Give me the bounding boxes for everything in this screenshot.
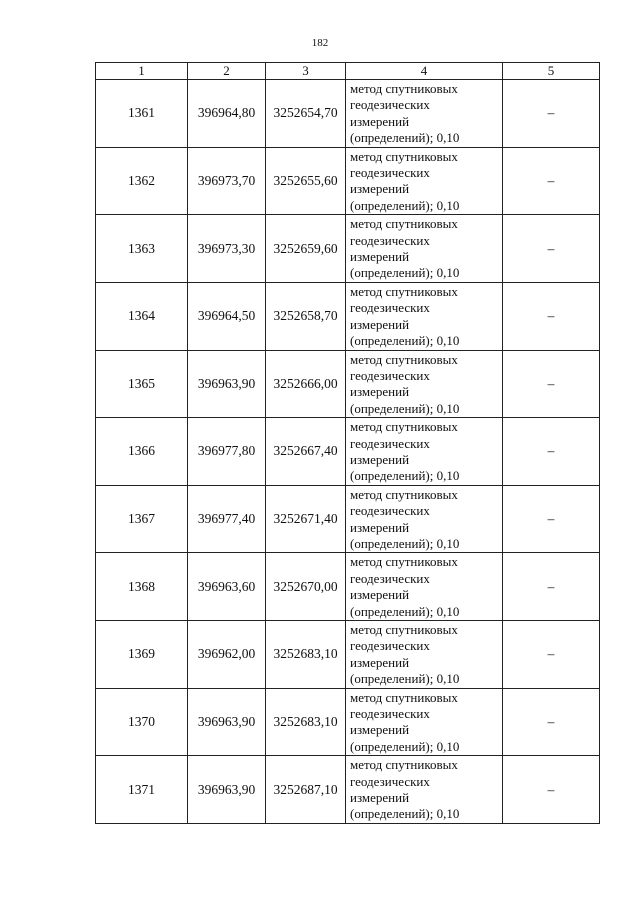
y-coordinate-cell: 3252667,40	[266, 418, 346, 486]
column-header-5: 5	[503, 63, 600, 80]
method-line: (определений); 0,10	[350, 806, 460, 822]
method-line: (определений); 0,10	[350, 671, 460, 687]
point-number-cell: 1364	[96, 282, 188, 350]
method-cell	[346, 282, 503, 350]
method-line: метод спутниковых	[350, 419, 458, 435]
method-cell	[346, 80, 503, 148]
x-coordinate-cell: 396963,90	[188, 688, 266, 756]
method-line: (определений); 0,10	[350, 468, 460, 484]
method-line: измерений	[350, 519, 410, 535]
method-line: измерений	[350, 654, 410, 670]
x-coordinate-cell: 396964,50	[188, 282, 266, 350]
method-line: геодезических	[350, 503, 430, 519]
method-line: измерений	[350, 113, 410, 129]
note-cell: –	[503, 80, 600, 148]
method-line: измерений	[350, 249, 410, 265]
method-line: (определений); 0,10	[350, 738, 460, 754]
method-line: измерений	[350, 384, 410, 400]
coordinates-table	[95, 62, 600, 824]
table-row	[96, 553, 600, 621]
x-coordinate-cell: 396963,90	[188, 756, 266, 824]
x-coordinate-cell: 396963,60	[188, 553, 266, 621]
x-coordinate-cell: 396973,30	[188, 215, 266, 283]
table-row	[96, 80, 600, 148]
method-line: (определений); 0,10	[350, 130, 460, 146]
table-row	[96, 282, 600, 350]
method-cell	[346, 688, 503, 756]
method-cell	[346, 418, 503, 486]
table-row	[96, 215, 600, 283]
method-line: измерений	[350, 451, 410, 467]
table-row	[96, 147, 600, 215]
method-line: метод спутниковых	[350, 148, 458, 164]
column-header-3: 3	[266, 63, 346, 80]
method-line: измерений	[350, 587, 410, 603]
x-coordinate-cell: 396977,80	[188, 418, 266, 486]
method-cell	[346, 756, 503, 824]
point-number-cell: 1365	[96, 350, 188, 418]
table-row	[96, 485, 600, 553]
note-cell: –	[503, 756, 600, 824]
point-number-cell: 1362	[96, 147, 188, 215]
y-coordinate-cell: 3252671,40	[266, 485, 346, 553]
point-number-cell: 1367	[96, 485, 188, 553]
method-line: метод спутниковых	[350, 554, 458, 570]
note-cell: –	[503, 621, 600, 689]
table-row	[96, 350, 600, 418]
point-number-cell: 1368	[96, 553, 188, 621]
page-number: 182	[311, 37, 329, 49]
x-coordinate-cell: 396964,80	[188, 80, 266, 148]
method-line: геодезических	[350, 570, 430, 586]
method-line: геодезических	[350, 97, 430, 113]
table-row	[96, 418, 600, 486]
y-coordinate-cell: 3252687,10	[266, 756, 346, 824]
y-coordinate-cell: 3252655,60	[266, 147, 346, 215]
point-number-cell: 1361	[96, 80, 188, 148]
method-line: метод спутниковых	[350, 216, 458, 232]
method-line: геодезических	[350, 773, 430, 789]
table-row	[96, 621, 600, 689]
method-line: геодезических	[350, 232, 430, 248]
method-line: геодезических	[350, 367, 430, 383]
note-cell: –	[503, 147, 600, 215]
method-line: метод спутниковых	[350, 757, 458, 773]
method-line: (определений); 0,10	[350, 197, 460, 213]
method-cell	[346, 215, 503, 283]
method-line: метод спутниковых	[350, 622, 458, 637]
column-header-1: 1	[96, 63, 188, 80]
y-coordinate-cell: 3252666,00	[266, 350, 346, 418]
note-cell: –	[503, 282, 600, 350]
note-cell: –	[503, 485, 600, 553]
method-cell	[346, 485, 503, 553]
method-cell	[346, 350, 503, 418]
point-number-cell: 1369	[96, 621, 188, 689]
method-line: метод спутниковых	[350, 689, 458, 705]
note-cell: –	[503, 350, 600, 418]
method-line: метод спутниковых	[350, 486, 458, 502]
method-line: (определений); 0,10	[350, 603, 460, 619]
table-body	[96, 80, 600, 824]
y-coordinate-cell: 3252683,10	[266, 688, 346, 756]
method-line: геодезических	[350, 435, 430, 451]
method-cell	[346, 553, 503, 621]
note-cell: –	[503, 418, 600, 486]
method-cell	[346, 621, 503, 689]
method-cell	[346, 147, 503, 215]
note-cell: –	[503, 553, 600, 621]
method-line: измерений	[350, 181, 410, 197]
point-number-cell: 1371	[96, 756, 188, 824]
method-line: (определений); 0,10	[350, 333, 460, 349]
method-line: измерений	[350, 316, 410, 332]
table-header-row	[96, 63, 600, 80]
y-coordinate-cell: 3252670,00	[266, 553, 346, 621]
point-number-cell: 1366	[96, 418, 188, 486]
method-line: измерений	[350, 722, 410, 738]
method-line: геодезических	[350, 706, 430, 722]
method-line: геодезических	[350, 638, 430, 654]
x-coordinate-cell: 396962,00	[188, 621, 266, 689]
x-coordinate-cell: 396963,90	[188, 350, 266, 418]
method-line: (определений); 0,10	[350, 535, 460, 551]
note-cell: –	[503, 215, 600, 283]
method-line: (определений); 0,10	[350, 400, 460, 416]
method-line: метод спутниковых	[350, 283, 458, 299]
method-line: метод спутниковых	[350, 81, 458, 96]
y-coordinate-cell: 3252683,10	[266, 621, 346, 689]
method-line: метод спутниковых	[350, 351, 458, 367]
y-coordinate-cell: 3252659,60	[266, 215, 346, 283]
point-number-cell: 1363	[96, 215, 188, 283]
method-line: геодезических	[350, 165, 430, 181]
column-header-4: 4	[346, 63, 503, 80]
y-coordinate-cell: 3252658,70	[266, 282, 346, 350]
y-coordinate-cell: 3252654,70	[266, 80, 346, 148]
method-line: геодезических	[350, 300, 430, 316]
table-row	[96, 756, 600, 824]
table-row	[96, 688, 600, 756]
column-header-2: 2	[188, 63, 266, 80]
note-cell: –	[503, 688, 600, 756]
method-line: измерений	[350, 790, 410, 806]
x-coordinate-cell: 396973,70	[188, 147, 266, 215]
x-coordinate-cell: 396977,40	[188, 485, 266, 553]
point-number-cell: 1370	[96, 688, 188, 756]
method-line: (определений); 0,10	[350, 265, 460, 281]
